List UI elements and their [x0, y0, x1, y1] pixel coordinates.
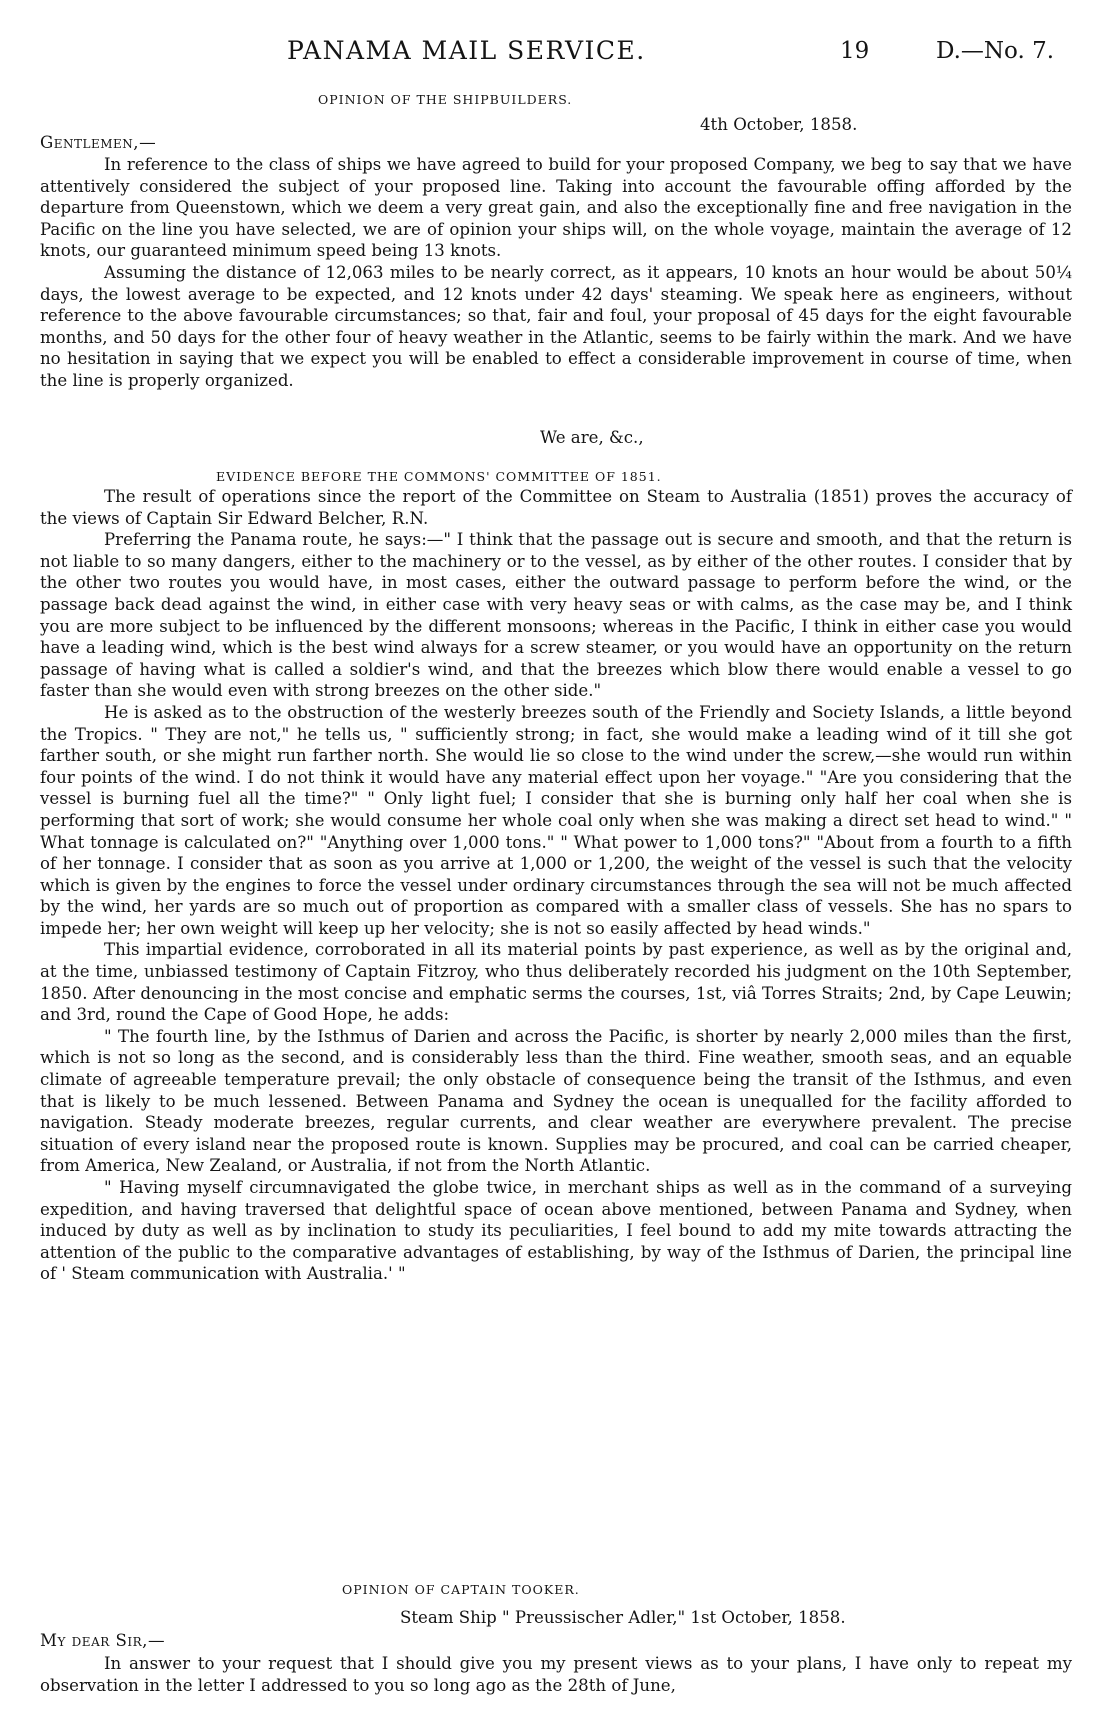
- paragraph: This impartial evidence, corroborated in all its material points by past experience, as well as by the original and, at the time, unbiassed testimony of Captain Fitzroy, who thus deliberately recorded his judgment on the 10th September, 1850. After denouncing in the most concise and emphatic serms the courses, 1st, viâ Torres Straits; 2nd, by Cape Leuwin; and 3rd, round the Cape of Good Hope, he adds:: [40, 940, 1072, 1025]
- document-reference: D.—No. 7.: [936, 38, 1055, 64]
- paragraph: " The fourth line, by the Isthmus of Darien and across the Pacific, is shorter by nearly 2,000 miles than the first, which is not so long as the second, and is considerably less than the third. Fine weather, smooth seas, and an equable climate of agreeable temperature prevail; the only obstacle of consequence being the transit of the Isthmus, and even that is likely to be much lessened. Between Panama and Sydney the ocean is unequalled for the facility afforded to navigation. Steady moderate breezes, regular currents, and clear weather are everywhere prevalent. The precise situation of every island near the proposed route is known. Supplies may be procured, and coal can be carried cheaper, from America, New Zealand, or Australia, if not from the North Atlantic.: [40, 1026, 1072, 1176]
- page-number: 19: [840, 38, 870, 64]
- page-header: [0, 36, 1114, 76]
- paragraph: " Having myself circumnavigated the globe twice, in merchant ships as well as in the command of a surveying expedition, and having traversed that delightful space of ocean above mentioned, between Panama and Sydney, when induced by duty as well as by inclination to study its peculiarities, I feel bound to add my mite towards attracting the attention of the public to the comparative advantages of establishing, by way of the Isthmus of Darien, the principal line of ' Steam communication with Australia.' ": [40, 1178, 1072, 1284]
- evidence-heading: EVIDENCE BEFORE THE COMMONS' COMMITTEE OF 1851.: [216, 469, 662, 484]
- paragraph: In reference to the class of ships we have agreed to build for your proposed Company, we beg to say that we have attentively considered the subject of your proposed line. Taking into account the favourable offing afforded by the departure from Queenstown, which we deem a very great gain, and also the exceptionally fine and free navigation in the Pacific on the line you have selected, we are of opinion your ships will, on the whole voyage, maintain the average of 12 knots, our guaranteed minimum speed being 13 knots.: [40, 155, 1072, 261]
- running-title: PANAMA MAIL SERVICE.: [287, 36, 646, 65]
- tooker-body: [40, 1653, 1072, 1696]
- tooker-salutation: My dear Sir,—: [40, 1631, 166, 1650]
- paragraph: He is asked as to the obstruction of the westerly breezes south of the Friendly and Society Islands, a little beyond the Tropics. " They are not," he tells us, " sufficiently strong; in fact, she would make a leading wind of it till she got farther south, or she might run farther north. She would lie so close to the wind under the screw,—she would run within four points of the wind. I do not think it would have any material effect upon her voyage." "Are you considering that the vessel is burning fuel all the time?" " Only light fuel; I consider that she is burning only half her coal when she is performing that sort of work; she would consume her whole coal only when she was making a direct set head to wind." " What tonnage is calculated on?" "Anything over 1,000 tons." " What power to 1,000 tons?" "About from a fourth to a fifth of her tonnage. I consider that as soon as you arrive at 1,000 or 1,200, the weight of the vessel is such that the velocity which is given by the engines to force the vessel under ordinary circumstances through the sea will not be much affected by the wind, her yards are so much out of proportion as compared with a smaller class of vessels. She has no spars to impede her; her own weight will keep up her velocity; she is not so easily affected by head winds.": [40, 702, 1072, 938]
- shipbuilders-date: 4th October, 1858.: [700, 115, 858, 134]
- tooker-dateline: Steam Ship " Preussischer Adler," 1st October, 1858.: [400, 1608, 846, 1627]
- paragraph: Preferring the Panama route, he says:—" I think that the passage out is secure and smooth, and that the return is not liable to so many dangers, either to the machinery or to the vessel, as by either of the other routes. I consider that by the other two routes you would have, in most cases, either the outward passage to perform before the wind, or the passage back dead against the wind, in either case with very heavy seas or with calms, as the case may be, and I think you are more subject to be influenced by the different monsoons; whereas in the Pacific, I think in either case you would have a leading wind, which is the best wind always for a screw steamer, or you would have an opportunity on the return passage of having what is called a soldier's wind, and that the breezes which blow there would enable a vessel to go faster than she would even with strong breezes on the other side.": [40, 530, 1072, 701]
- paragraph: Assuming the distance of 12,063 miles to be nearly correct, as it appears, 10 knots an hour would be about 50¼ days, the lowest average to be expected, and 12 knots under 42 days' steaming. We speak here as engineers, without reference to the above favourable circumstances; so that, fair and foul, your proposal of 45 days for the eight favourable months, and 50 days for the other four of heavy weather in the Atlantic, seems to be fairly within the mark. And we have no hesitation in saying that we expect you will be enabled to effect a considerable improvement in course of time, when the line is properly organized.: [40, 262, 1072, 390]
- shipbuilders-heading: OPINION OF THE SHIPBUILDERS.: [318, 92, 573, 107]
- shipbuilders-salutation: Gentlemen,—: [40, 133, 157, 152]
- shipbuilders-body: [40, 154, 1072, 392]
- evidence-body: [40, 486, 1072, 1285]
- tooker-heading: OPINION OF CAPTAIN TOOKER.: [342, 1582, 580, 1597]
- paragraph: The result of operations since the report of the Committee on Steam to Australia (1851) proves the accuracy of the views of Captain Sir Edward Belcher, R.N.: [40, 487, 1072, 528]
- shipbuilders-signoff: We are, &c.,: [540, 428, 644, 447]
- paragraph: In answer to your request that I should give you my present views as to your plans, I have only to repeat my observation in the letter I addressed to you so long ago as the 28th of June,: [40, 1654, 1072, 1695]
